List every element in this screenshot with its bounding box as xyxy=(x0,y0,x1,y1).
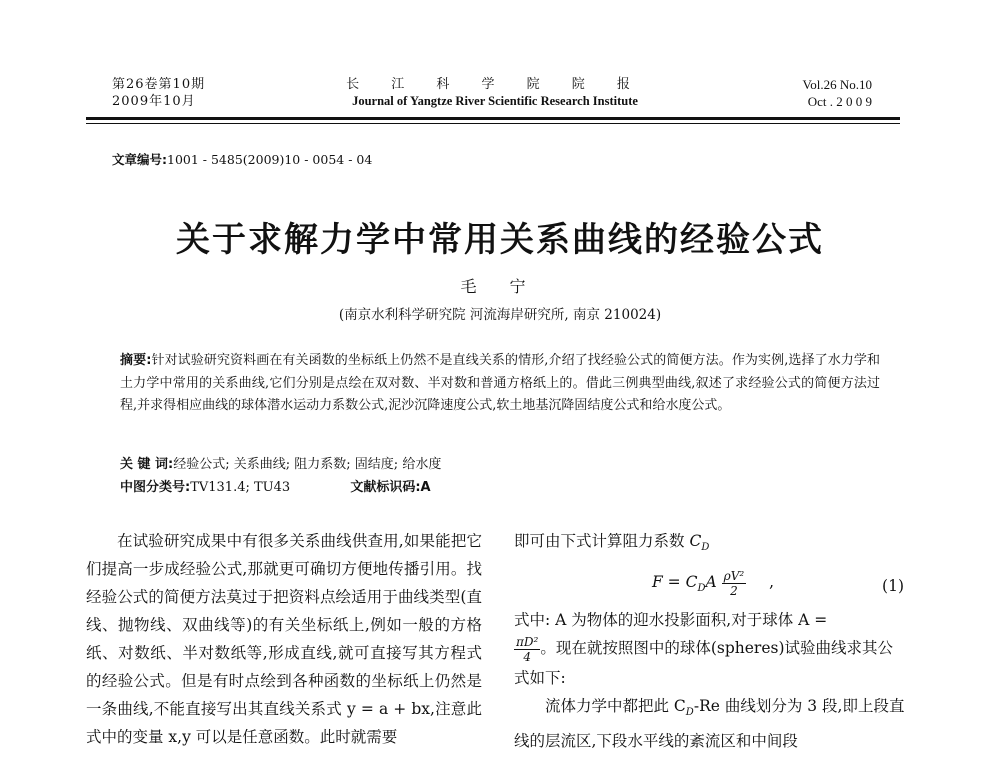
body-column-left xyxy=(86,527,482,751)
classification xyxy=(120,476,431,495)
area-fraction-numerator: πD² xyxy=(516,634,539,649)
equation-where xyxy=(514,606,908,634)
para2-sub: D xyxy=(685,706,694,718)
volume-issue-cn: 第26卷第10期 xyxy=(112,77,206,92)
para2-b: -Re 曲线划分为 3 段,即上段直线的层流区,下段水平线的紊流区和中间段 xyxy=(514,696,905,750)
area-fraction-denominator: 4 xyxy=(523,649,531,664)
equation-number: (1) xyxy=(882,577,904,596)
journal-issue-cn xyxy=(112,76,205,110)
author-affiliation: (南京水利科学研究院 河流海岸研究所, 南京 210024) xyxy=(338,307,662,323)
equation-lhs: F = C xyxy=(652,573,698,592)
equation-A: A xyxy=(705,573,717,592)
equation-intro xyxy=(514,527,908,562)
clc-value: TV131.4; TU43 xyxy=(190,480,291,495)
keywords-label: 关 键 词: xyxy=(120,457,174,472)
area-fraction xyxy=(514,635,540,664)
journal-name-cn: 长 江 科 学 院 院 报 xyxy=(346,77,644,92)
equation-fraction-denominator: 2 xyxy=(730,583,738,598)
equation-fraction xyxy=(722,569,747,598)
cd-subscript: D xyxy=(701,542,710,554)
equation-body xyxy=(652,568,774,603)
body-paragraph-2 xyxy=(514,692,908,755)
article-number-value: 1001 - 5485(2009)10 - 0054 - 04 xyxy=(167,152,373,167)
where-text: 式中: A 为物体的迎水投影面积,对于球体 A = xyxy=(514,611,828,630)
abstract-text: 针对试验研究资料画在有关函数的坐标纸上仍然不是直线关系的情形,介绍了找经验公式的简便方法。作为实例,选择了水力学和土力学中常用的关系曲线,它们分别是点绘在双对数、半对数和普通方格纸上的。借此三例典型曲线,叙述了求经验公式的简便方法过程,并求得相应曲线的球体潜水运动力系数公式,泥沙沉降速度公式,软土地基沉降固结度公式和给水度公式。 xyxy=(120,353,880,413)
cd-symbol: C xyxy=(689,532,702,550)
author-name: 毛 宁 xyxy=(460,277,540,296)
equation-comma: , xyxy=(769,573,775,592)
article-number xyxy=(112,150,372,168)
equation-1 xyxy=(514,562,908,606)
clc-label: 中图分类号: xyxy=(120,480,191,495)
para2-a: 流体力学中都把此 C xyxy=(545,696,686,715)
equation-fraction-numerator: ρV² xyxy=(723,568,745,583)
body-paragraph: 在试验研究成果中有很多关系曲线供查用,如果能把它们提高一步成经验公式,那就更可确切方便地传播引用。找经验公式的简便方法莫过于把资料点绘适用于曲线类型(直线、抛物线、双曲线等)的有关坐标纸上,例如一般的方格纸、对数纸、半对数纸等,形成直线,就可直接写其方程式的经验公式。但是有时点绘到各种函数的坐标纸上仍然是一条曲线,不能直接写出其直线关系式 y = a + bx,注意此式中的变量 x,y 可以是任意函数。此时就需要 xyxy=(86,532,482,746)
keywords-text: 经验公式; 关系曲线; 阻力系数; 固结度; 给水度 xyxy=(173,457,442,472)
document-code xyxy=(350,480,430,495)
journal-name-en: Journal of Yangtze River Scientific Research Institute xyxy=(352,94,638,108)
body-column-right xyxy=(514,527,908,755)
article-number-label: 文章编号: xyxy=(112,152,167,167)
journal-name xyxy=(330,76,660,110)
equation-intro-text: 即可由下式计算阻力系数 xyxy=(514,532,690,550)
journal-issue-en xyxy=(700,76,872,110)
keywords xyxy=(120,453,441,472)
document-code-label: 文献标识码: xyxy=(350,480,421,495)
equation-lhs-sub: D xyxy=(697,583,706,595)
volume-issue-en: Vol.26 No.10 xyxy=(802,77,872,92)
header-rule-thick xyxy=(86,117,900,120)
issue-date-en: Oct . 2 0 0 9 xyxy=(807,94,872,109)
paper-title: 关于求解力学中常用关系曲线的经验公式 xyxy=(176,220,824,260)
abstract xyxy=(120,350,880,418)
header-rule-thin xyxy=(86,123,900,124)
after-area-text: 。现在就按照图中的球体(spheres)试验曲线求其公式如下: xyxy=(514,639,893,687)
area-line xyxy=(514,634,908,692)
document-code-value: A xyxy=(420,480,431,495)
abstract-label: 摘要: xyxy=(120,353,152,368)
issue-date-cn: 2009年10月 xyxy=(112,94,196,109)
